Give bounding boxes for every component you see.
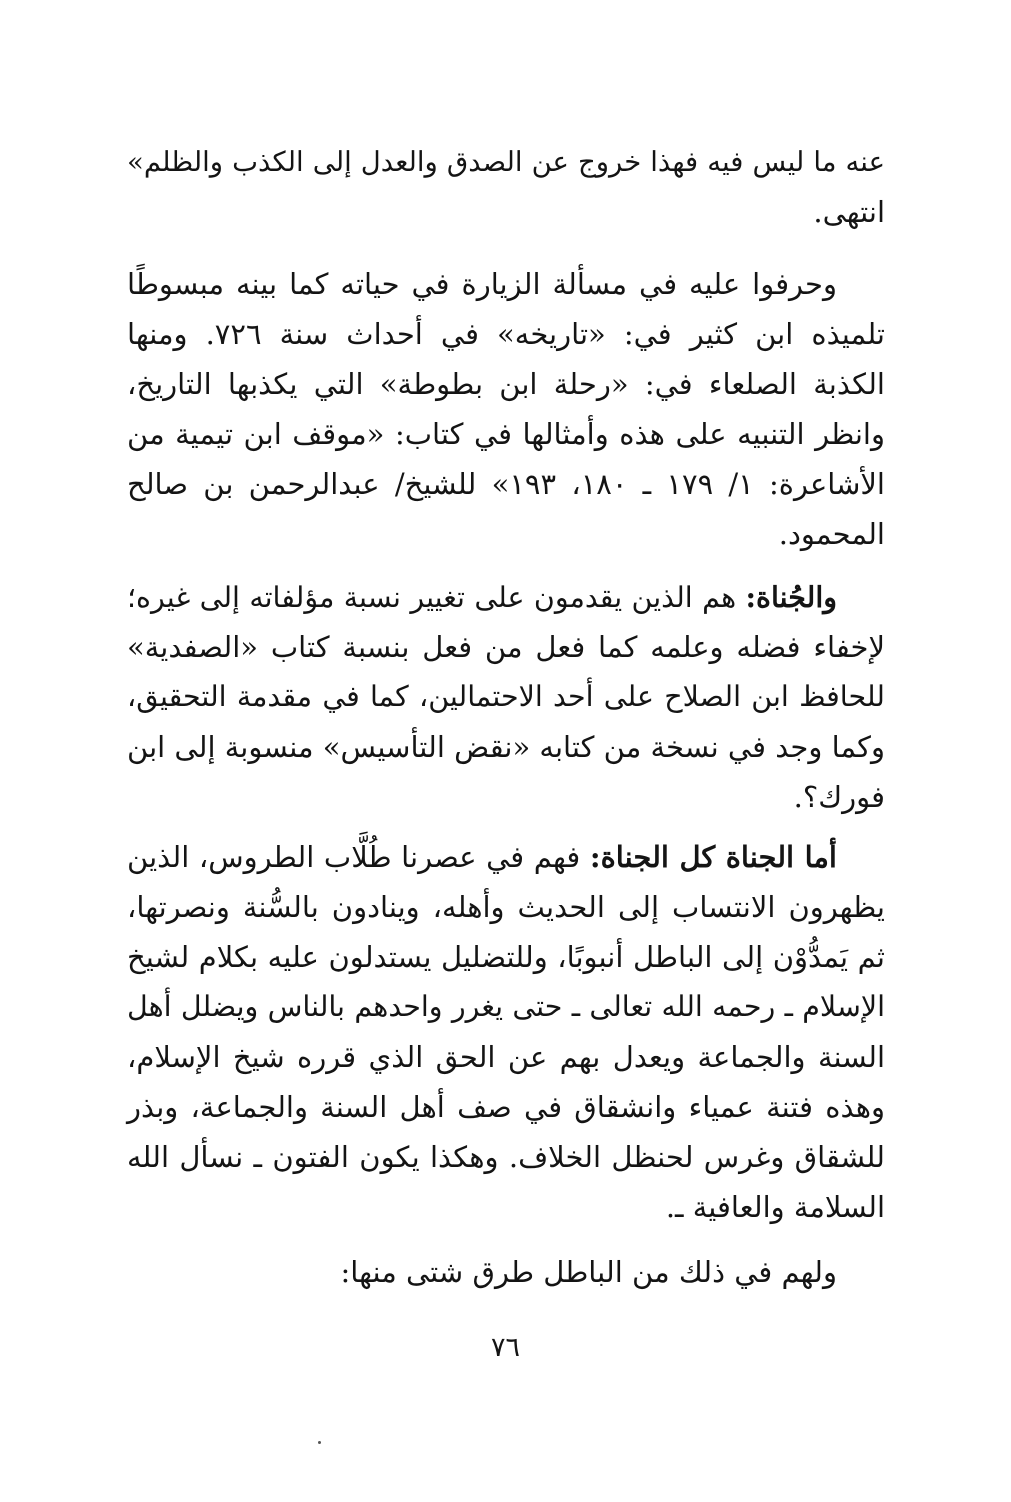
paragraph-2 bbox=[127, 259, 885, 559]
text-line: لإخفاء فضله وعلمه كما فعل من فعل بنسبة كتاب «الصفدية» bbox=[127, 630, 885, 664]
text-line: ثم يَمدُّوْن إلى الباطل أنبوبًا، وللتضليل يستدلون عليه بكلام لشيخ bbox=[127, 940, 885, 974]
text-line bbox=[127, 572, 885, 622]
text-line: الإسلام ـ رحمه الله تعالى ـ حتى يغرر واحدهم بالناس ويضلل أهل bbox=[127, 990, 885, 1023]
line-remainder: هم الذين يقدمون على تغيير نسبة مؤلفاته إلى غيره؛ bbox=[127, 581, 746, 614]
text-line: فورك؟. bbox=[793, 780, 885, 814]
text-line: السلامة والعافية ـ. bbox=[665, 1190, 885, 1224]
page-number: ٧٦ bbox=[490, 1332, 520, 1363]
text-line bbox=[127, 832, 885, 882]
paragraph-3 bbox=[127, 572, 885, 822]
bold-lead-term: والجُناة: bbox=[745, 580, 837, 614]
text-line: وانظر التنبيه على هذه وأمثالها في كتاب: «موقف ابن تيمية من bbox=[127, 417, 885, 451]
text-line: ولهم في ذلك من الباطل طرق شتى منها: bbox=[340, 1255, 837, 1289]
text-line: المحمود. bbox=[778, 517, 885, 551]
text-line: الكذبة الصلعاء في: «رحلة ابن بطوطة» التي يكذبها التاريخ، bbox=[127, 367, 885, 401]
text-line: الأشاعرة: ١/ ١٧٩ ـ ١٨٠، ١٩٣» للشيخ/ عبدالرحمن بن صالح bbox=[127, 467, 885, 501]
text-line: يظهرون الانتساب إلى الحديث وأهله، وينادون بالسُّنة ونصرتها، bbox=[127, 890, 885, 924]
line-remainder: فهم في عصرنا طُلَّاب الطروس، الذين bbox=[127, 840, 590, 874]
text-line: وحرفوا عليه في مسألة الزيارة في حياته كما بينه مبسوطًا bbox=[127, 267, 837, 301]
scan-speck bbox=[318, 1441, 321, 1444]
paragraph-1 bbox=[127, 137, 885, 237]
text-line: عنه ما ليس فيه فهذا خروج عن الصدق والعدل إلى الكذب والظلم» bbox=[127, 146, 885, 178]
text-line: تلميذه ابن كثير في: «تاريخه» في أحداث سنة ٧٢٦. ومنها bbox=[127, 317, 885, 351]
text-line: وكما وجد في نسخة من كتابه «نقض التأسيس» منسوبة إلى ابن bbox=[127, 730, 885, 764]
text-line: انتهى. bbox=[813, 195, 885, 229]
paragraph-4 bbox=[127, 832, 885, 1232]
paragraph-5 bbox=[127, 1247, 885, 1297]
text-line: للحافظ ابن الصلاح على أحد الاحتمالين، كما في مقدمة التحقيق، bbox=[127, 680, 885, 713]
text-line: للشقاق وغرس لحنظل الخلاف. وهكذا يكون الفتون ـ نسأل الله bbox=[127, 1140, 885, 1174]
text-line: السنة والجماعة ويعدل بهم عن الحق الذي قرره شيخ الإسلام، bbox=[127, 1040, 886, 1074]
text-line: وهذه فتنة عمياء وانشقاق في صف أهل السنة والجماعة، وبذر bbox=[127, 1090, 885, 1124]
bold-lead-term: أما الجناة كل الجناة: bbox=[589, 840, 837, 874]
